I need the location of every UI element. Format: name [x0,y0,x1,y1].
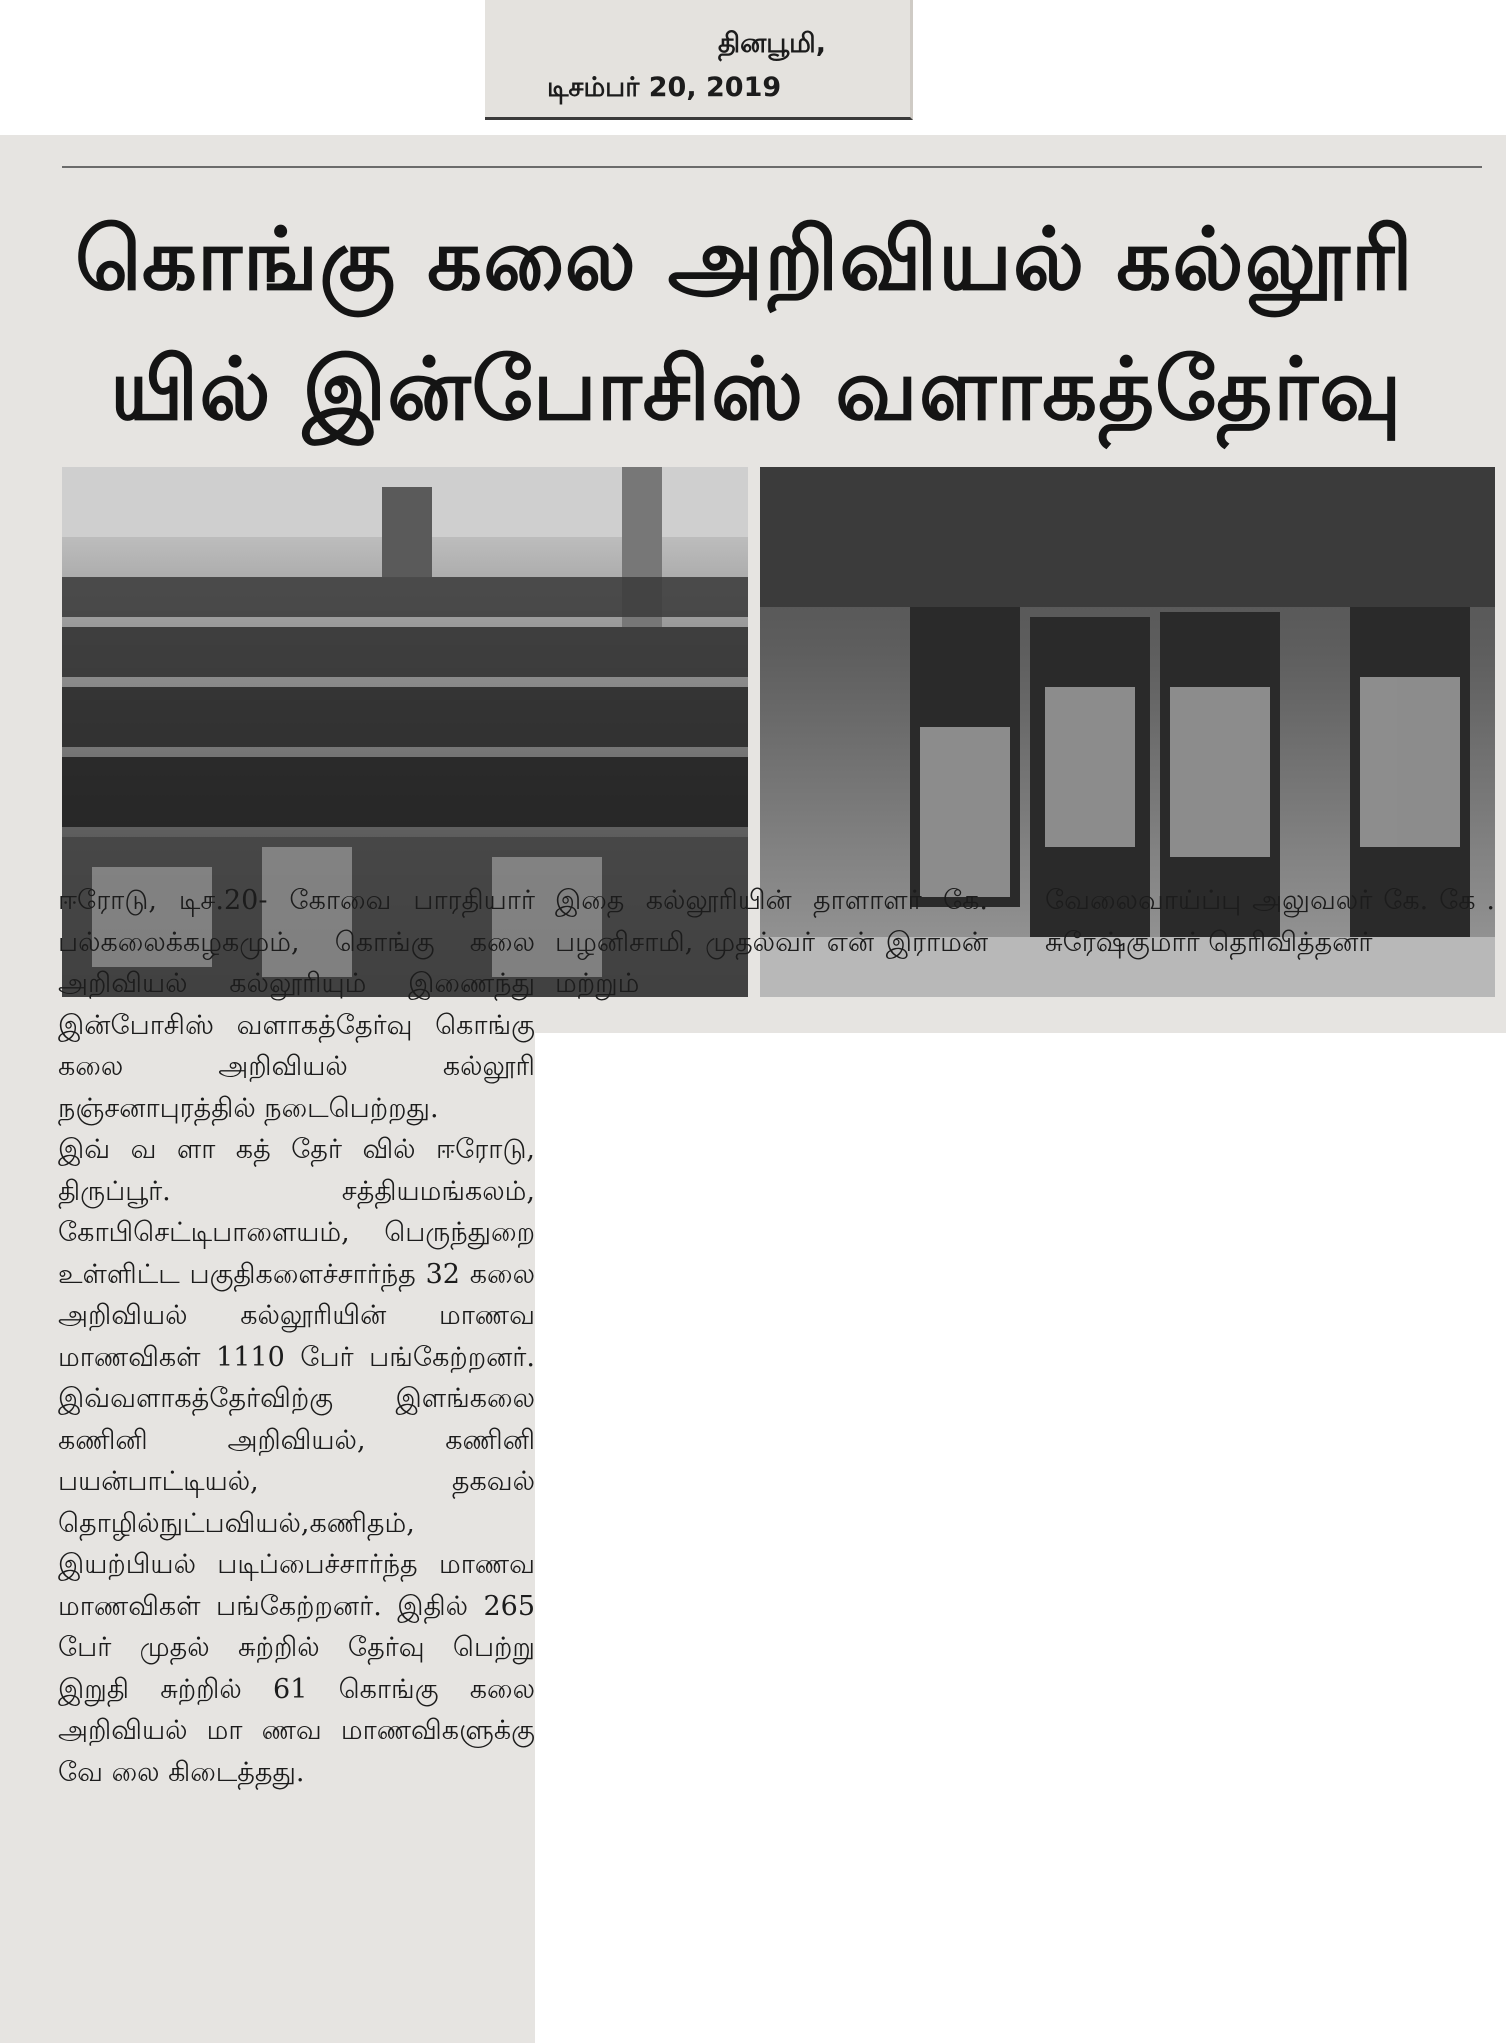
newspaper-name: தினபூமி, [718,28,826,59]
blank-area [535,1033,1506,2043]
headline-line-1: கொங்கு கலை அறிவியல் கல்லூரி [75,210,1414,310]
article-column-1 [58,880,535,1793]
article-paragraph-2: இவ் வ ளா கத் தேர் வில் ஈரோடு, திருப்பூர். சத்தியமங்கலம், கோபிசெட்டிபாளையம், பெருந்துறை உள்ளிட்ட பகுதிகளைச்சார்ந்த 32 கலை அறிவியல் கல்லூரியின் மாணவ மாணவிகள் 1110 பேர் பங்கேற்றனர். இவ்வளாகத்தேர்விற்கு இளங்கலை கணினி அறிவியல், கணினி பயன்பாட்டியல், தகவல் தொழில்நுட்பவியல்,கணிதம், இயற்பியல் படிப்பைச்சார்ந்த மாணவ மாணவிகள் பங்கேற்றனர். இதில் 265 பேர் முதல் சுற்றில் தேர்வு பெற்று இறுதி சுற்றில் 61 கொங்கு கலை அறிவியல் மா ணவ மாணவிகளுக்கு வே லை கிடைத்தது. [58,1134,535,1788]
news-article [0,135,1506,2043]
article-column-2-text: இதை கல்லூரியின் தாளாளர் கே. பழனிசாமி, முதல்வர் என் இராமன் மற்றும் [555,885,988,999]
article-column-2 [555,880,988,1005]
article-column-3 [1045,880,1495,963]
headline-line-2: யில் இன்போசிஸ் வளாகத்தேர்வு [110,340,1403,440]
article-column-3-text: வேலைவாய்ப்பு அலுவலர் கே. கே . சுரேஷ்குமார் தெரிவித்தனர் [1045,885,1495,958]
article-paragraph-1: ஈரோடு, டிச.20- கோவை பாரதியார் பல்கலைக்கழகமும், கொங்கு கலை அறிவியல் கல்லூரியும் இணைந்து இன்போசிஸ் வளாகத்தேர்வு கொங்கு கலை அறிவியல் கல்லூரி நஞ்சனாபுரத்தில் நடைபெற்றது. [58,885,535,1124]
publication-date: டிசம்பர் 20, 2019 [547,72,782,103]
clipping-source-tag [485,0,913,120]
top-divider [62,166,1482,168]
